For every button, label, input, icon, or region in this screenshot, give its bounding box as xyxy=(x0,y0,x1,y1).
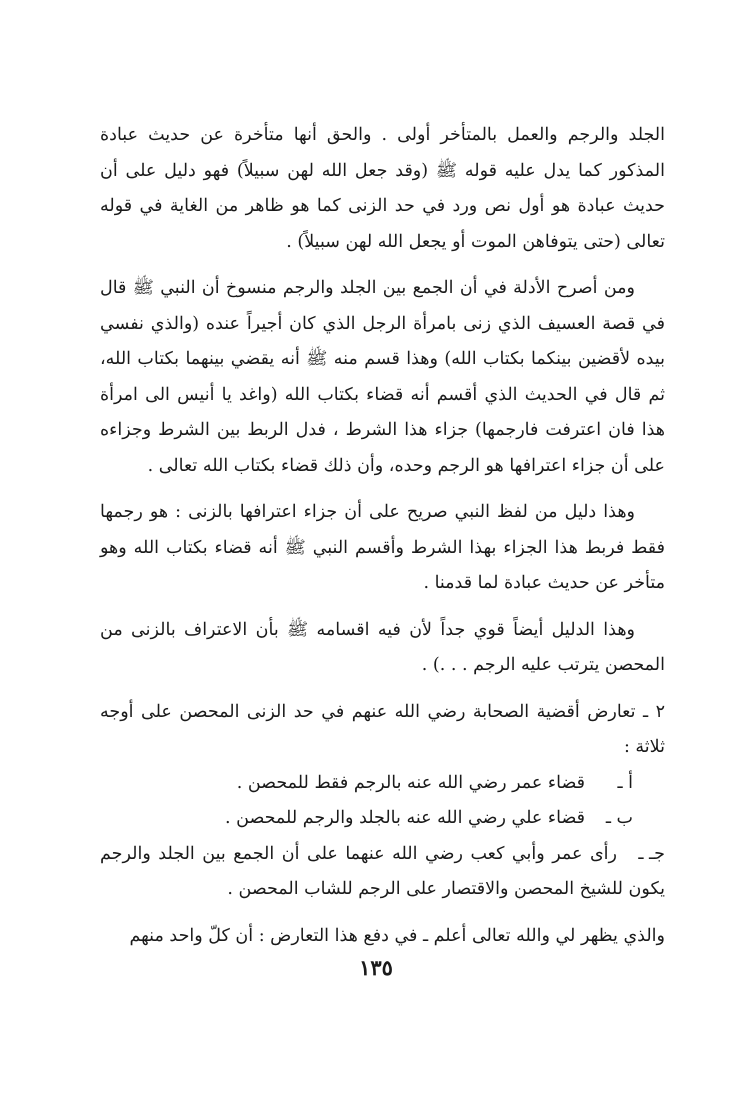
list-letter: جـ ـ xyxy=(638,843,665,864)
paragraph-1: الجلد والرجم والعمل بالمتأخر أولى . والحق أنها متأخرة عن حديث عبادة المذكور كما يدل عليه قوله ﷺ (وقد جعل الله لهن سبيلاً) فهو دليل على أن حديث عبادة هو أول نص ورد في حد الزنى كما هو ظاهر من الغاية في قوله تعالى (حتى يتوفاهن الموت أو يجعل الله لهن سبيلاً) . xyxy=(100,125,665,252)
list-letter: ب ـ xyxy=(605,808,633,828)
list-text: قضاء عمر رضي الله عنه بالرجم فقط للمحصن . xyxy=(236,772,585,793)
list-item-b xyxy=(100,801,665,837)
paragraph-2: ومن أصرح الأدلة في أن الجمع بين الجلد والرجم منسوخ أن النبي ﷺ قال في قصة العسيف الذي زنى بامرأة الرجل الذي كان أجيراً عنده (والذي نفسي بيده لأقضين بينكما بكتاب الله) وهذا قسم منه ﷺ أنه يقضي بينهما بكتاب الله، ثم قال في الحديث الذي أقسم أنه قضاء بكتاب الله (واغد يا أنيس الى امرأة هذا فان اعترفت فارجمها) جزاء هذا الشرط ، فدل الربط بين الشرط وجزاءه على أن جزاء اعترافها هو الرجم وحده، وأن ذلك قضاء بكتاب الله تعالى . xyxy=(100,278,665,476)
paragraph-5-heading: ٢ ـ تعارض أقضية الصحابة رضي الله عنهم في حد الزنى المحصن على أوجه ثلاثة : xyxy=(100,701,665,757)
page-number: ١٣٥ xyxy=(359,955,393,980)
paragraph-4: وهذا الدليل أيضاً قوي جداً لأن فيه اقسامه ﷺ بأن الاعتراف بالزنى من المحصن يترتب عليه الرجم . . .) . xyxy=(100,619,665,675)
list-text: قضاء علي رضي الله عنه بالجلد والرجم للمحصن . xyxy=(225,808,585,828)
list-text: رأى عمر وأبي كعب رضي الله عنهما على أن الجمع بين الجلد والرجم يكون للشيخ المحصن والاقتصار على الرجم للشاب المحصن . xyxy=(100,843,665,899)
page-body xyxy=(100,118,665,954)
list-item-a xyxy=(100,766,665,802)
list-item-c xyxy=(100,837,665,908)
closing-line: والذي يظهر لي والله تعالى أعلم ـ في دفع هذا التعارض : أن كلّ واحد منهم xyxy=(129,925,665,946)
paragraph-3: وهذا دليل من لفظ النبي صريح على أن جزاء اعترافها بالزنى : هو رجمها فقط فربط هذا الجزاء بهذا الشرط وأقسم النبي ﷺ أنه قضاء بكتاب الله وهو متأخر عن حديث عبادة لما قدمنا . xyxy=(100,502,665,593)
list-letter: أ ـ xyxy=(617,772,633,793)
